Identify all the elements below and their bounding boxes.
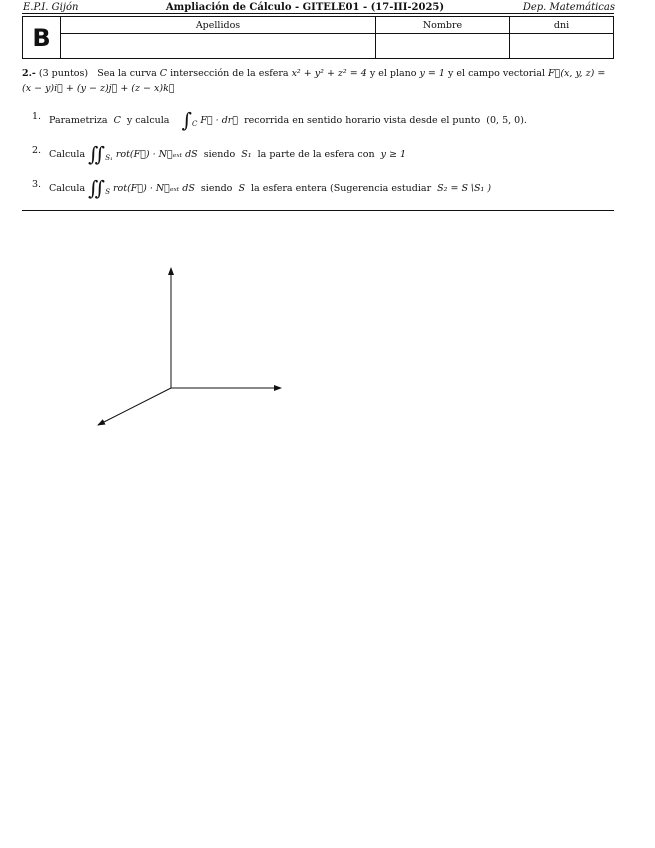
task-variable: S₁ [241, 149, 252, 160]
task-text: Calcula [49, 183, 86, 194]
task-text: la esfera entera (Sugerencia estudiar [251, 183, 432, 194]
integrand: rot(F⃗) · N⃗ₑₓₜ dS [115, 149, 198, 160]
task-condition: y ≥ 1 [380, 149, 407, 160]
task-variable: S [238, 183, 245, 194]
integral-subscript: S₁ [105, 153, 113, 162]
header-department: Dep. Matemáticas [522, 2, 615, 13]
sphere-equation: x² + y² + z² = 4 [291, 68, 367, 79]
header-title: Ampliación de Cálculo - GITELE01 - (17-III-2025) [165, 2, 445, 13]
surface-integral-symbol: ∬ [88, 142, 106, 166]
task-number: 2. [32, 145, 42, 156]
surface-integral-symbol: ∬ [88, 176, 106, 200]
integrand: F⃗ · dr⃗ [200, 115, 239, 126]
x-axis [98, 388, 171, 425]
task-variable: C [113, 115, 121, 126]
task-text: Calcula [49, 149, 86, 160]
task-condition: S₂ = S∖S₁ ) [437, 183, 492, 194]
task-text: Parametriza [49, 115, 108, 126]
dni-header: dni [510, 17, 614, 34]
problem-points: (3 puntos) [38, 68, 89, 79]
task-number: 1. [32, 111, 42, 122]
header-school: E.P.I. Gijón [23, 2, 79, 13]
vector-field-expression: (x − y)i⃗ + (y − z)j⃗ + (z − x)k⃗ [22, 83, 175, 94]
statement-text-c: y el plano [369, 68, 417, 79]
view-point: (0, 5, 0). [486, 115, 527, 126]
apellidos-header: Apellidos [61, 17, 376, 34]
line-integral-symbol: ∫ [181, 108, 192, 132]
task-text: siendo [200, 183, 233, 194]
integral-subscript: C [191, 119, 198, 128]
vector-field-name: F⃗(x, y, z) = [548, 68, 606, 79]
statement-text-b: intersección de la esfera [170, 68, 289, 79]
integrand: rot(F⃗) · N⃗ₑₓₜ dS [113, 183, 195, 194]
statement-text-a: Sea la curva [97, 68, 157, 79]
problem-number: 2.- [22, 68, 36, 79]
exam-version-letter: B [23, 17, 61, 59]
task-text: siendo [203, 149, 236, 160]
task-text: y calcula [126, 115, 170, 126]
curve-symbol: C [159, 68, 168, 79]
task-text: recorrida en sentido horario vista desde el punto [244, 115, 481, 126]
nombre-header: Nombre [376, 17, 510, 34]
task-text: la parte de la esfera con [257, 149, 375, 160]
task-number: 3. [32, 179, 42, 190]
statement-text-d: y el campo vectorial [448, 68, 546, 79]
plane-equation: y = 1 [419, 68, 445, 79]
integral-subscript: S [105, 187, 110, 196]
